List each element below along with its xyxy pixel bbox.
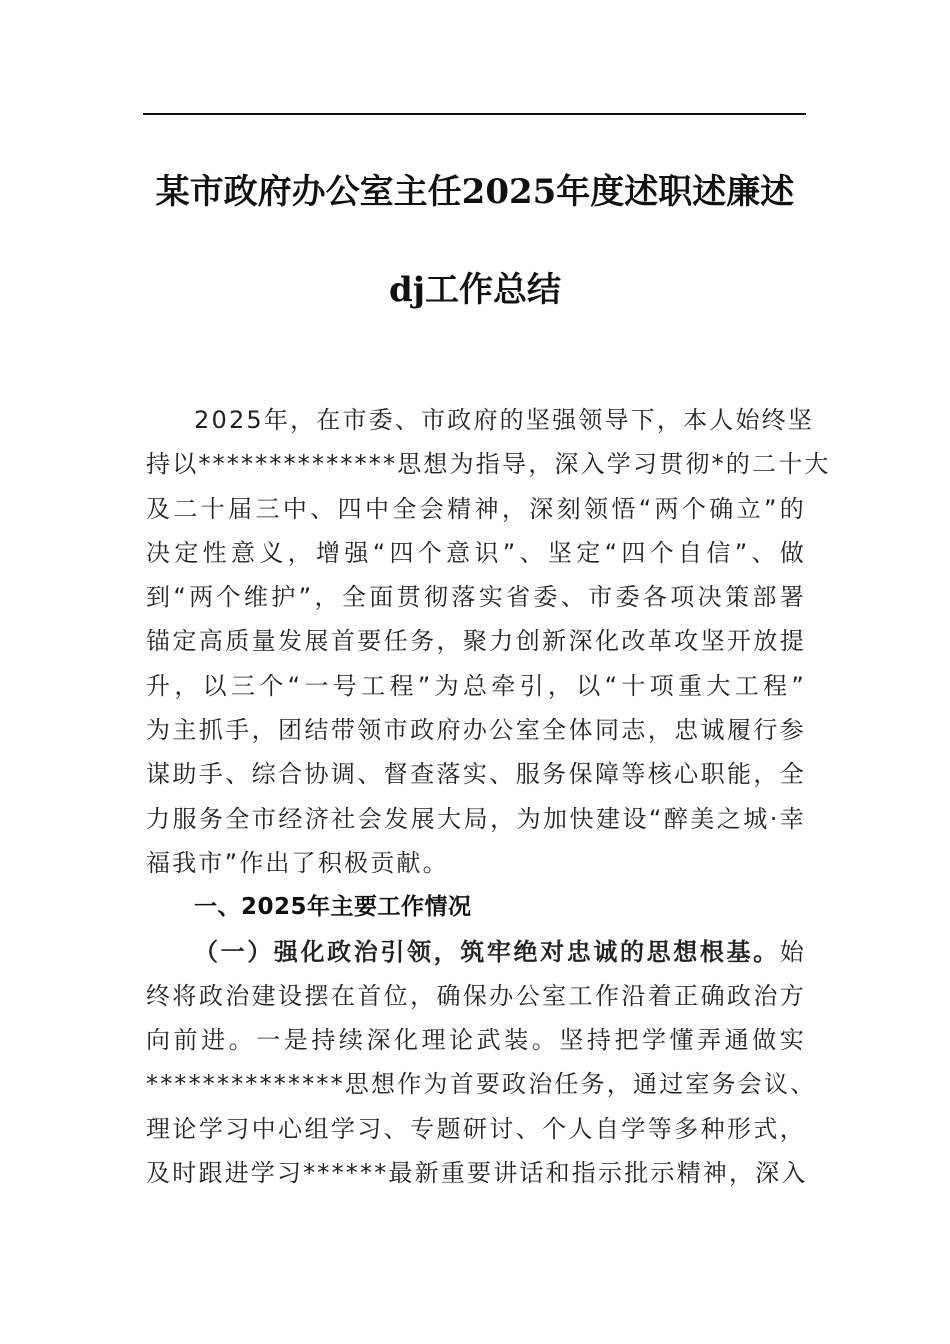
document-body bbox=[146, 398, 831, 1195]
document-title-line-1: 某市政府办公室主任2025年度述职述廉述 bbox=[155, 172, 795, 212]
intro-line: 到“两个维护”，全面贯彻落实省委、市委各项决策部署 bbox=[146, 583, 806, 612]
section-heading: 一、2025年主要工作情况 bbox=[194, 894, 472, 921]
subsection-paragraph bbox=[146, 930, 817, 1196]
subsection-line: 理论学习中心组学习、专题研讨、个人自学等多种形式， bbox=[146, 1114, 806, 1143]
subsection-line: 终将政治建设摆在首位，确保办公室工作沿着正确政治方 bbox=[146, 981, 806, 1010]
subsection-heading: （一）强化政治引领，筑牢绝对忠诚的思想根基。 bbox=[194, 937, 780, 966]
subsection-first-line bbox=[146, 930, 806, 974]
subsection-line: **************思想作为首要政治任务，通过室务会议、 bbox=[146, 1070, 817, 1099]
intro-line: 决定性意义，增强“四个意识”、坚定“四个自信”、做 bbox=[146, 538, 806, 567]
document-title-line-2: dj工作总结 bbox=[388, 270, 562, 310]
intro-line: 持以**************思想为指导，深入学习贯彻*的二十大 bbox=[146, 450, 831, 479]
intro-line: 升，以三个“一号工程”为总牵引，以“十项重大工程” bbox=[146, 671, 806, 700]
intro-line: 2025年，在市委、市政府的坚强领导下，本人始终坚 bbox=[194, 406, 815, 434]
intro-line: 谋助手、综合协调、督查落实、服务保障等核心职能，全 bbox=[146, 760, 806, 789]
intro-line: 福我市”作出了积极贡献。 bbox=[146, 848, 449, 877]
intro-line: 锚定高质量发展首要任务，聚力创新深化改革攻坚开放提 bbox=[146, 627, 806, 656]
subsection-line: 始 bbox=[779, 937, 806, 966]
subsection-line: 向前进。一是持续深化理论武装。坚持把学懂弄通做实 bbox=[146, 1026, 806, 1055]
intro-line: 及二十届三中、四中全会精神，深刻领悟“两个确立”的 bbox=[146, 494, 806, 523]
intro-paragraph bbox=[146, 398, 831, 885]
header-rule bbox=[143, 113, 806, 115]
subsection-line: 及时跟进学习******最新重要讲话和指示批示精神，深入 bbox=[146, 1159, 808, 1188]
intro-line: 为主抓手，团结带领市政府办公室全体同志，忠诚履行参 bbox=[146, 716, 806, 745]
intro-line: 力服务全市经济社会发展大局，为加快建设“醉美之城·幸 bbox=[146, 804, 806, 833]
